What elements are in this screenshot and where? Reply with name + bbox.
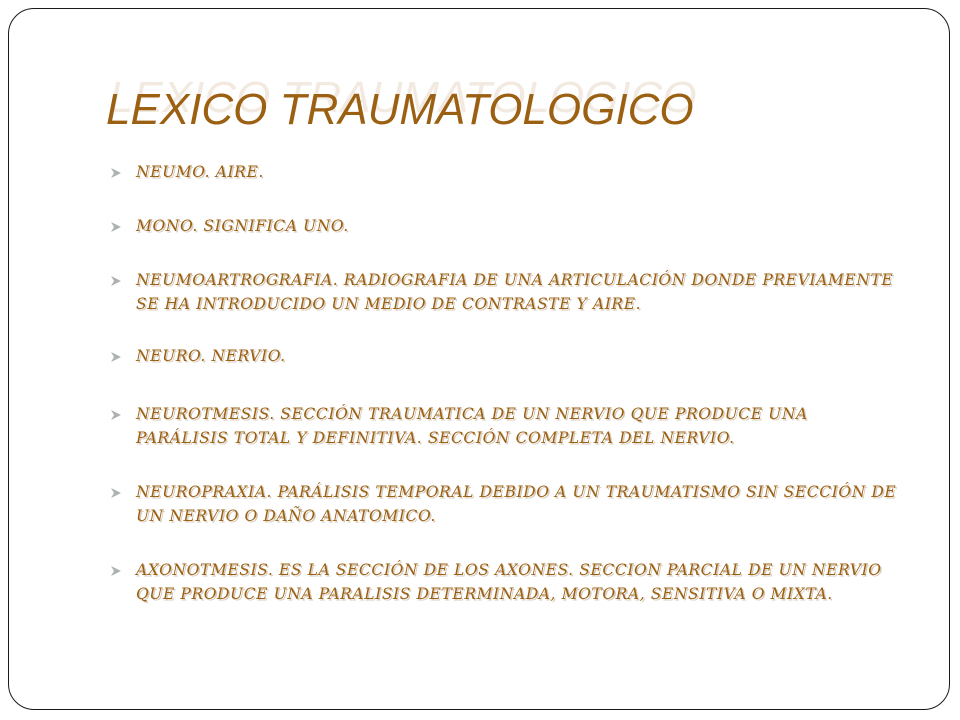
arrow-right-icon [110, 564, 122, 576]
bullet-text: NEUMOARTROGRAFIA. RADIOGRAFIA DE UNA ARTICULACIÓN DONDE PREVIAMENTE SE HA INTRODUCIDO UN MEDIO DE CONTRASTE Y AIRE. [136, 271, 894, 313]
arrow-right-icon [110, 220, 122, 232]
bullet-text: NEUROTMESIS. SECCIÓN TRAUMATICA DE UN NERVIO QUE PRODUCE UNA PARÁLISIS TOTAL Y DEFINITIVA. SECCIÓN COMPLETA DEL NERVIO. [136, 405, 808, 447]
bullet-item [110, 558, 900, 606]
arrow-right-icon [110, 166, 122, 178]
bullet-text: NEUROPRAXIA. PARÁLISIS TEMPORAL DEBIDO A UN TRAUMATISMO SIN SECCIÓN DE UN NERVIO O DAÑO ANATOMICO. [136, 483, 897, 525]
bullet-item [110, 480, 900, 528]
bullet-item [110, 268, 900, 316]
bullet-text: MONO. SIGNIFICA UNO. [136, 217, 349, 235]
slide-title: LEXICO TRAUMATOLOGICO [106, 85, 694, 134]
bullet-text: NEURO. NERVIO. [136, 347, 286, 365]
arrow-right-icon [110, 274, 122, 286]
bullet-item [110, 402, 900, 450]
bullet-item [110, 214, 900, 238]
arrow-right-icon [110, 350, 122, 362]
bullet-text: NEUMO. AIRE. [136, 163, 264, 181]
bullet-item [110, 160, 900, 184]
bullet-item [110, 344, 900, 368]
arrow-right-icon [110, 408, 122, 420]
bullet-text: AXONOTMESIS. ES LA SECCIÓN DE LOS AXONES. SECCION PARCIAL DE UN NERVIO QUE PRODUCE UNA PARALISIS DETERMINADA, MOTORA, SENSITIVA O MIXTA. [136, 561, 882, 603]
arrow-right-icon [110, 486, 122, 498]
